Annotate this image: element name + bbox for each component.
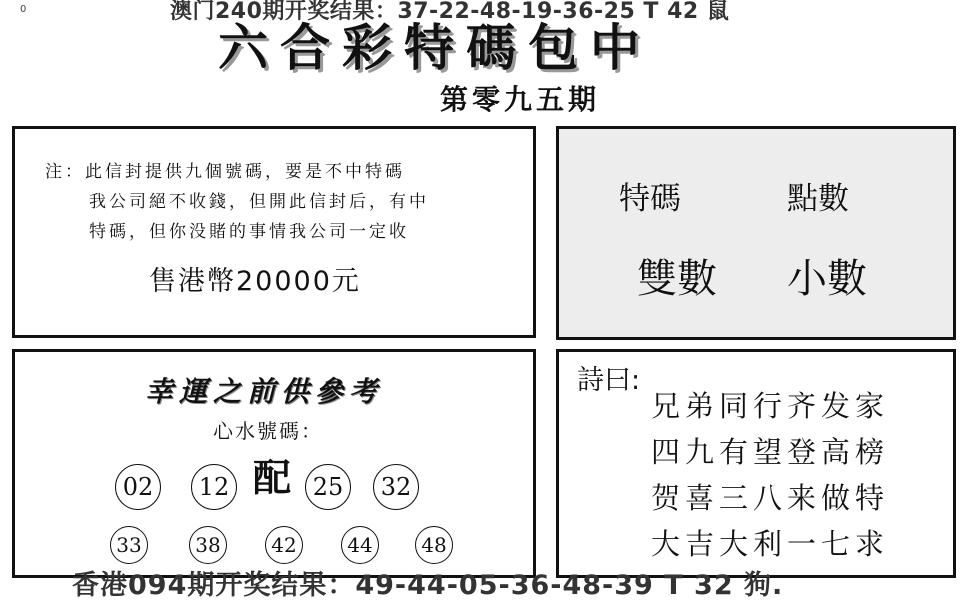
poem-line-1: 兄弟同行齐发家: [651, 389, 890, 423]
lucky-subtitle: 心水號碼：: [213, 419, 323, 443]
poem-panel: [556, 349, 956, 578]
number-ball: 32: [373, 464, 419, 510]
even-hint: 雙數: [637, 256, 717, 302]
prize-text: [149, 259, 361, 298]
bottom-result-banner: 香港094期开奖结果：49-44-05-36-48-39 T 32 狗.: [72, 570, 784, 601]
notice-line-3: 特碼，但你没賭的事情我公司一定收: [89, 222, 409, 242]
number-ball: 38: [189, 526, 227, 564]
number-ball: 33: [110, 526, 148, 564]
lucky-title: 幸運之前供參考: [145, 375, 384, 408]
poem-line-3: 贺喜三八来做特: [651, 481, 890, 515]
prize-amount: 20000: [236, 266, 332, 297]
number-ball: 02: [115, 464, 161, 510]
number-ball: 42: [265, 526, 303, 564]
top-result-banner: 澳门240期开奖结果：37-22-48-19-36-25 T 42 鼠: [170, 0, 730, 24]
number-ball: 12: [191, 464, 237, 510]
number-ball: 44: [341, 526, 379, 564]
poem-line-2: 四九有望登高榜: [651, 435, 890, 469]
number-ball: 48: [415, 526, 453, 564]
small-hint: 小數: [787, 256, 867, 302]
poem-label: 詩曰:: [577, 365, 641, 396]
prize-prefix: 售港幣: [149, 266, 236, 297]
special-number-panel: [556, 126, 956, 340]
special-label: 特碼: [619, 181, 681, 217]
poem-line-4: 大吉大利一七求: [651, 527, 890, 561]
main-title: 六合彩特碼包中: [218, 18, 652, 77]
prize-suffix: 元: [331, 266, 361, 297]
notice-line-1: 注：此信封提供九個號碼，要是不中特碼: [45, 162, 405, 182]
corner-mark-top: 0: [20, 4, 27, 15]
points-label: 點數: [787, 181, 849, 217]
notice-panel: [12, 126, 536, 338]
issue-number: 第零九五期: [440, 83, 601, 116]
notice-line-2: 我公司絕不收錢，但開此信封后，有中: [89, 192, 429, 212]
number-ball: 25: [305, 464, 351, 510]
pair-label: 配: [253, 455, 292, 500]
lucky-numbers-panel: [12, 349, 536, 578]
